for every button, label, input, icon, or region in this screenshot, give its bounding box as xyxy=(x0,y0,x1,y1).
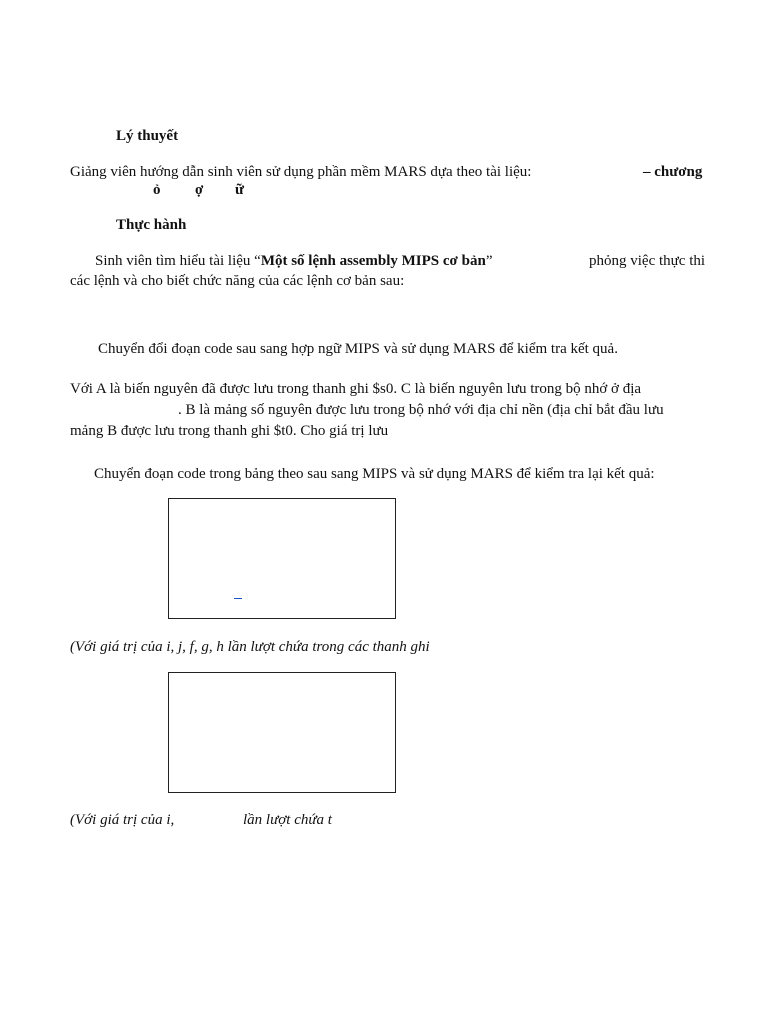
document-title: Một số lệnh assembly MIPS cơ bản xyxy=(260,253,486,269)
para1-prefix: Sinh viên tìm hiểu tài liệu “ xyxy=(95,253,261,269)
practice-paragraph-4: Chuyển đoạn code trong bảng theo sau sang MIPS và sử dụng MARS để kiểm tra lại kết quả: xyxy=(94,466,655,482)
code-table-1 xyxy=(168,498,396,619)
practice-paragraph-1-line2: các lệnh và cho biết chức năng của các lệnh cơ bản sau: xyxy=(70,273,405,289)
theory-paragraph-chapter: – chương xyxy=(643,164,703,180)
note-2-end: lần lượt chứa t xyxy=(243,812,332,828)
note-2-start: (Với giá trị của i, xyxy=(70,812,175,828)
practice-paragraph-2: Chuyển đổi đoạn code sau sang hợp ngữ MIPS và sử dụng MARS để kiểm tra kết quả. xyxy=(98,341,618,357)
code-table-2 xyxy=(168,672,396,793)
section-heading-theory: Lý thuyết xyxy=(116,128,179,144)
text-fragment: ỏ xyxy=(153,182,161,198)
theory-paragraph-line1: Giảng viên hướng dẫn sinh viên sử dụng phần mềm MARS dựa theo tài liệu: xyxy=(70,164,532,180)
section-heading-practice: Thực hành xyxy=(116,217,187,233)
hyperlink-underline[interactable] xyxy=(234,598,242,599)
practice-paragraph-3-line1: Với A là biến nguyên đã được lưu trong thanh ghi $s0. C là biến nguyên lưu trong bộ nhớ ở địa xyxy=(70,381,642,397)
text-fragment: ữ xyxy=(235,182,245,198)
practice-paragraph-1-line1 xyxy=(95,252,492,270)
practice-paragraph-3-line3: mảng B được lưu trong thanh ghi $t0. Cho giá trị lưu xyxy=(70,423,389,439)
para1-suffix: ” xyxy=(485,253,493,269)
practice-paragraph-1-tail: phỏng việc thực thi xyxy=(589,253,706,269)
text-fragment: ợ xyxy=(195,182,204,198)
note-1: (Với giá trị của i, j, f, g, h lần lượt chứa trong các thanh ghi xyxy=(70,639,430,655)
practice-paragraph-3-line2: . B là mảng số nguyên được lưu trong bộ nhớ với địa chỉ nền (địa chỉ bắt đầu lưu xyxy=(178,402,664,418)
